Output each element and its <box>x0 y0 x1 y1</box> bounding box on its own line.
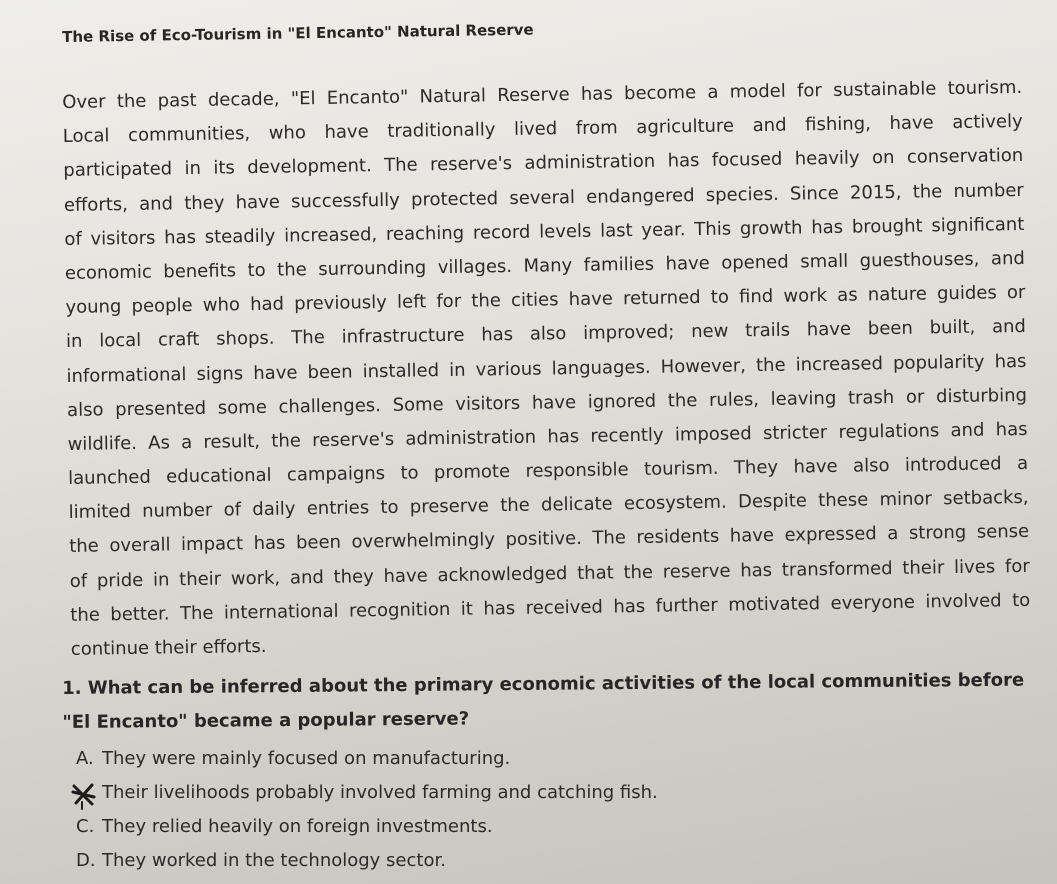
question-1 <box>62 663 1043 740</box>
reading-passage <box>62 71 1031 667</box>
option-c[interactable] <box>76 810 776 844</box>
option-text: They were mainly focused on manufacturing. <box>102 748 511 769</box>
passage-title: The Rise of Eco-Tourism in "El Encanto" Natural Reserve <box>62 20 534 46</box>
passage-line: Local communities, who have traditionally lived from agriculture and fishing, have actively <box>62 111 1023 148</box>
passage-line: continue their efforts. <box>70 635 267 660</box>
passage-line: Over the past decade, "El Encanto" Natural Reserve has become a model for sustainable tourism. <box>62 76 1023 113</box>
option-letter: D. <box>76 850 96 871</box>
passage-line: in local craft shops. The infrastructure has also improved; new trails have been built, and <box>65 316 1027 353</box>
passage-line: launched educational campaigns to promote responsible tourism. They have also introduced a <box>68 452 1029 490</box>
passage-line: of pride in their work, and they have acknowledged that the reserve has transformed their lives for <box>69 555 1030 592</box>
option-d[interactable] <box>76 844 776 878</box>
passage-line: the overall impact has been overwhelmingly positive. The residents have expressed a strong sense <box>69 521 1030 558</box>
option-letter: C. <box>76 816 95 837</box>
answer-mark-icon <box>76 776 102 810</box>
passage-line: limited number of daily entries to preserve the delicate ecosystem. Despite these minor setbacks, <box>68 487 1029 524</box>
passage-line: economic benefits to the surrounding villages. Many families have opened small guesthouses, and <box>64 247 1025 284</box>
passage-line: wildlife. As a result, the reserve's administration has recently imposed stricter regulations and has <box>67 418 1028 455</box>
option-letter: A. <box>76 748 94 769</box>
passage-line: informational signs have been installed in various languages. However, the increased popularity has <box>66 350 1027 387</box>
answer-options <box>76 742 776 878</box>
option-a[interactable] <box>76 742 776 776</box>
option-b[interactable] <box>76 776 776 810</box>
passage-line: of visitors has steadily increased, reaching record levels last year. This growth has brought significant <box>64 213 1025 250</box>
option-text: Their livelihoods probably involved farming and catching fish. <box>102 782 658 803</box>
question-number: 1. <box>62 677 82 699</box>
passage-line: also presented some challenges. Some visitors have ignored the rules, leaving trash or disturbing <box>66 384 1028 421</box>
passage-line: efforts, and they have successfully protected several endangered species. Since 2015, the number <box>63 179 1024 216</box>
passage-line: participated in its development. The reserve's administration has focused heavily on conservation <box>63 145 1024 182</box>
question-line: "El Encanto" became a popular reserve? <box>62 708 470 733</box>
passage-line: young people who had previously left for the cities have returned to find work as nature guides or <box>65 282 1026 319</box>
question-text: What can be inferred about the primary economic activities of the local communities before <box>87 669 1025 699</box>
passage-line: the better. The international recognition it has received has further motivated everyone involved to <box>70 589 1031 626</box>
option-text: They relied heavily on foreign investments. <box>102 816 493 837</box>
option-text: They worked in the technology sector. <box>102 850 446 871</box>
